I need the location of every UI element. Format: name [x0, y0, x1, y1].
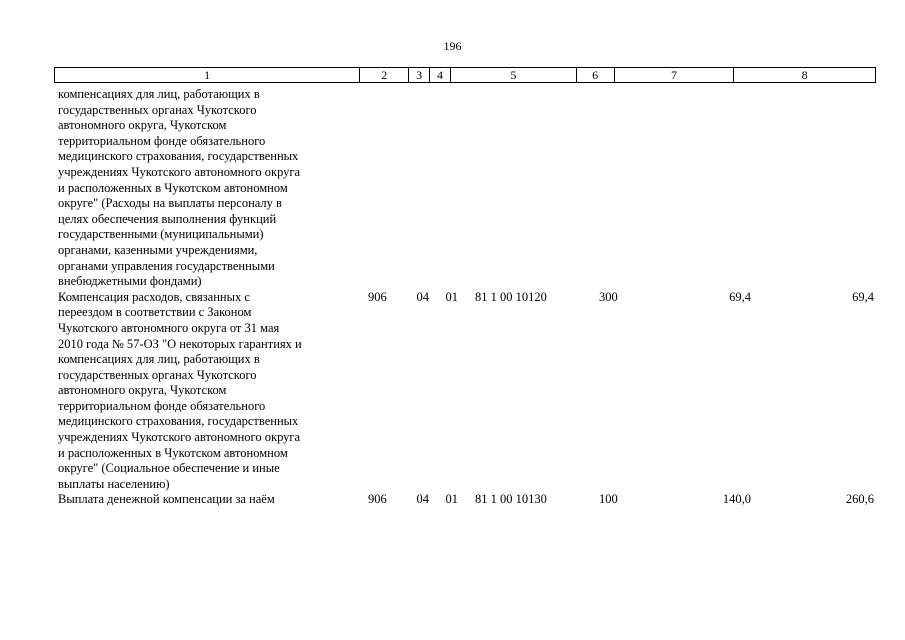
row-expense-type: 300: [599, 289, 618, 304]
row-target-article: 81 1 00 10130: [475, 492, 547, 507]
page-number: 196: [443, 39, 462, 53]
table-row: [58, 290, 876, 493]
header-col-5: 5: [451, 68, 577, 82]
row-subsection: 01: [445, 492, 458, 507]
row-amount-2: 69,4: [852, 289, 874, 304]
row-expense-type: 100: [599, 492, 618, 507]
table-body: [58, 87, 876, 508]
header-col-4: 4: [430, 68, 451, 82]
header-col-8: 8: [801, 68, 808, 82]
row-target-article: 81 1 00 10120: [475, 289, 547, 304]
header-col-2: 2: [360, 68, 409, 82]
row-admin-code: 906: [368, 492, 387, 507]
row-amount-1: 69,4: [729, 289, 751, 304]
row-section: 04: [416, 492, 429, 507]
table-row: [58, 492, 876, 508]
row-amount-2: 260,6: [845, 492, 874, 507]
row-description: Выплата денежной компенсации за наём: [58, 492, 275, 507]
row-admin-code: 906: [368, 289, 387, 304]
table-header-row: [54, 67, 876, 83]
row-section: 04: [416, 289, 429, 304]
row-description: Компенсация расходов, связанных с переездом в соответствии с Законом Чукотского автономного округа от 31 мая 2010 года № 57-ОЗ "О некоторых гарантиях и компенсациях для лиц, работающих в государственных органах Чукотского автономного округа, Чукотском территориальном фонде обязательного медицинского страхования, государственных учреждениях Чукотского автономного округа и расположенных в Чукотском автономном округе" (Социальное обеспечение и иные выплаты населению): [58, 289, 302, 491]
table-row: [58, 87, 876, 290]
header-col-3: 3: [409, 68, 430, 82]
header-col-1: 1: [55, 68, 360, 82]
row-subsection: 01: [445, 289, 458, 304]
header-col-7: 7: [615, 68, 735, 82]
row-description: компенсациях для лиц, работающих в государственных органах Чукотского автономного округа, Чукотском территориальном фонде обязательного медицинского страхования, государственных учреждениях Чукотского автономного округа и расположенных в Чукотском автономном округе" (Расходы на выплаты персоналу в целях обеспечения выполнения функций государственными (муниципальными) органами, казенными учреждениями, органами управления государственными внебюджетными фондами): [58, 87, 301, 289]
header-col-6: 6: [577, 68, 615, 82]
row-amount-1: 140,0: [722, 492, 751, 507]
